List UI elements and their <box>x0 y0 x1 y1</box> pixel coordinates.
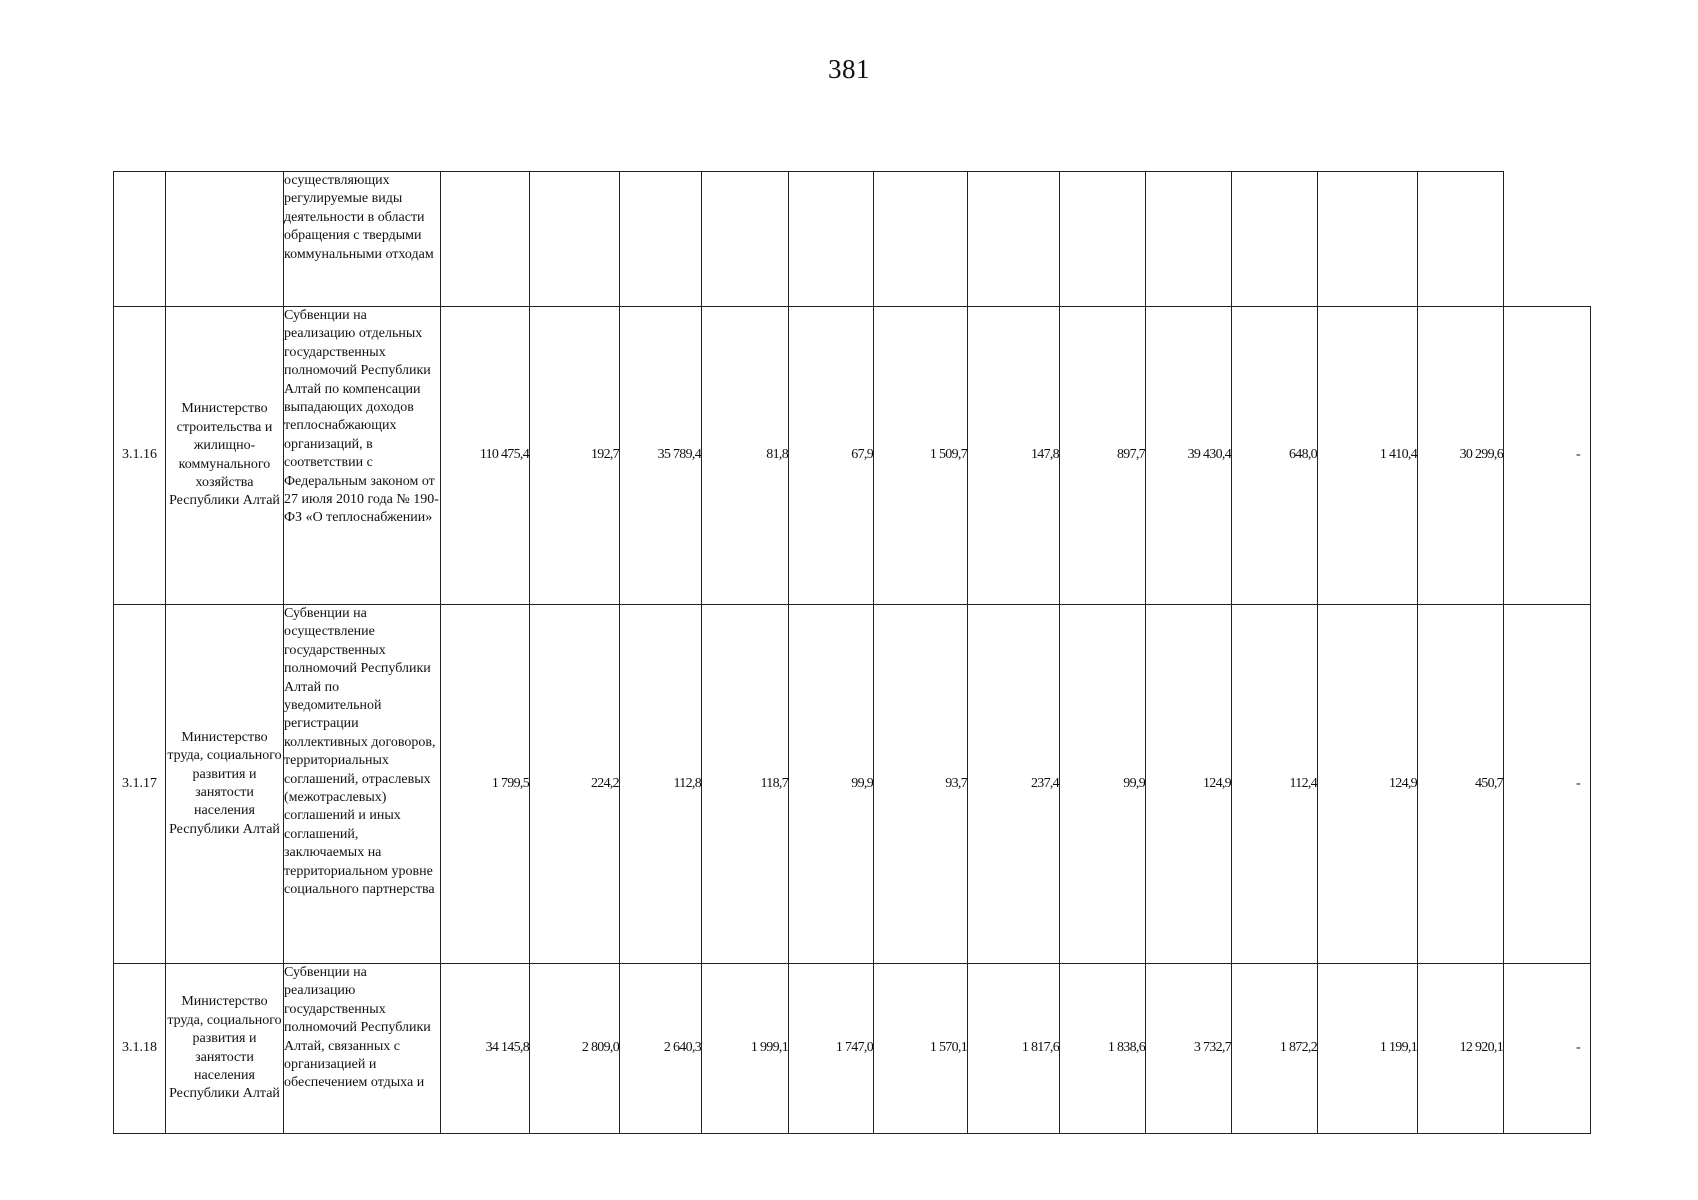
value-cell: 2 640,3 <box>620 964 702 1134</box>
value-cell: 39 430,4 <box>1146 307 1232 605</box>
row-description: осуществляющих регулируемые виды деятельности в области обращения с твердыми коммунальными отходам <box>284 172 441 307</box>
value-cell <box>530 172 620 307</box>
value-cell: 112,4 <box>1232 605 1318 964</box>
value-cell: 1 999,1 <box>702 964 789 1134</box>
value-cell: 897,7 <box>1060 307 1146 605</box>
value-cell: - <box>1504 964 1591 1134</box>
row-number: 3.1.16 <box>114 307 166 605</box>
row-organization: Министерство труда, социального развития и занятости населения Республики Алтай <box>166 605 284 964</box>
value-cell <box>1418 172 1504 307</box>
value-cell: 67,9 <box>789 307 874 605</box>
value-cell: 35 789,4 <box>620 307 702 605</box>
value-cell: 3 732,7 <box>1146 964 1232 1134</box>
row-description: Субвенции на реализацию отдельных государственных полномочий Республики Алтай по компенсации выпадающих доходов теплоснабжающих организаций, в соответствии с Федеральным законом от 27 июля 2010 года № 190-ФЗ «О теплоснабжении» <box>284 307 441 605</box>
value-cell: 99,9 <box>789 605 874 964</box>
value-cell: 192,7 <box>530 307 620 605</box>
value-cell <box>1060 172 1146 307</box>
value-cell: 34 145,8 <box>441 964 530 1134</box>
value-cell <box>968 172 1060 307</box>
value-cell: - <box>1504 307 1591 605</box>
value-cell: 450,7 <box>1418 605 1504 964</box>
value-cell: 1 747,0 <box>789 964 874 1134</box>
value-cell: 1 410,4 <box>1318 307 1418 605</box>
value-cell <box>1146 172 1232 307</box>
value-cell: 99,9 <box>1060 605 1146 964</box>
value-cell: 237,4 <box>968 605 1060 964</box>
value-cell: 30 299,6 <box>1418 307 1504 605</box>
table-row <box>114 605 1591 964</box>
row-organization: Министерство труда, социального развития и занятости населения Республики Алтай <box>166 964 284 1134</box>
value-cell: 118,7 <box>702 605 789 964</box>
value-cell: - <box>1504 605 1591 964</box>
row-number: 3.1.17 <box>114 605 166 964</box>
row-description: Субвенции на осуществление государственных полномочий Республики Алтай по уведомительной регистрации коллективных договоров, территориальных соглашений, отраслевых (межотраслевых) соглашений и иных соглашений, заключаемых на территориальном уровне социального партнерства <box>284 605 441 964</box>
row-organization <box>166 172 284 307</box>
row-description: Субвенции на реализацию государственных полномочий Республики Алтай, связанных с организацией и обеспечением отдыха и <box>284 964 441 1134</box>
value-cell: 110 475,4 <box>441 307 530 605</box>
value-cell <box>441 172 530 307</box>
value-cell: 93,7 <box>874 605 968 964</box>
value-cell: 1 199,1 <box>1318 964 1418 1134</box>
row-number <box>114 172 166 307</box>
value-cell: 112,8 <box>620 605 702 964</box>
value-cell: 124,9 <box>1146 605 1232 964</box>
value-cell <box>789 172 874 307</box>
value-cell <box>874 172 968 307</box>
budget-table <box>113 171 1591 1134</box>
value-cell: 2 809,0 <box>530 964 620 1134</box>
value-cell: 1 570,1 <box>874 964 968 1134</box>
value-cell <box>1232 172 1318 307</box>
value-cell <box>620 172 702 307</box>
value-cell: 1 817,6 <box>968 964 1060 1134</box>
table-row <box>114 964 1591 1134</box>
value-cell: 1 799,5 <box>441 605 530 964</box>
value-cell: 147,8 <box>968 307 1060 605</box>
table-row <box>114 172 1591 307</box>
table-row <box>114 307 1591 605</box>
value-cell: 1 838,6 <box>1060 964 1146 1134</box>
value-cell: 124,9 <box>1318 605 1418 964</box>
row-organization: Министерство строительства и жилищно-коммунального хозяйства Республики Алтай <box>166 307 284 605</box>
value-cell: 12 920,1 <box>1418 964 1504 1134</box>
value-cell <box>1318 172 1418 307</box>
value-cell: 81,8 <box>702 307 789 605</box>
row-number: 3.1.18 <box>114 964 166 1134</box>
value-cell <box>702 172 789 307</box>
value-cell: 1 872,2 <box>1232 964 1318 1134</box>
value-cell: 1 509,7 <box>874 307 968 605</box>
value-cell: 224,2 <box>530 605 620 964</box>
page-number: 381 <box>828 54 870 84</box>
value-cell: 648,0 <box>1232 307 1318 605</box>
